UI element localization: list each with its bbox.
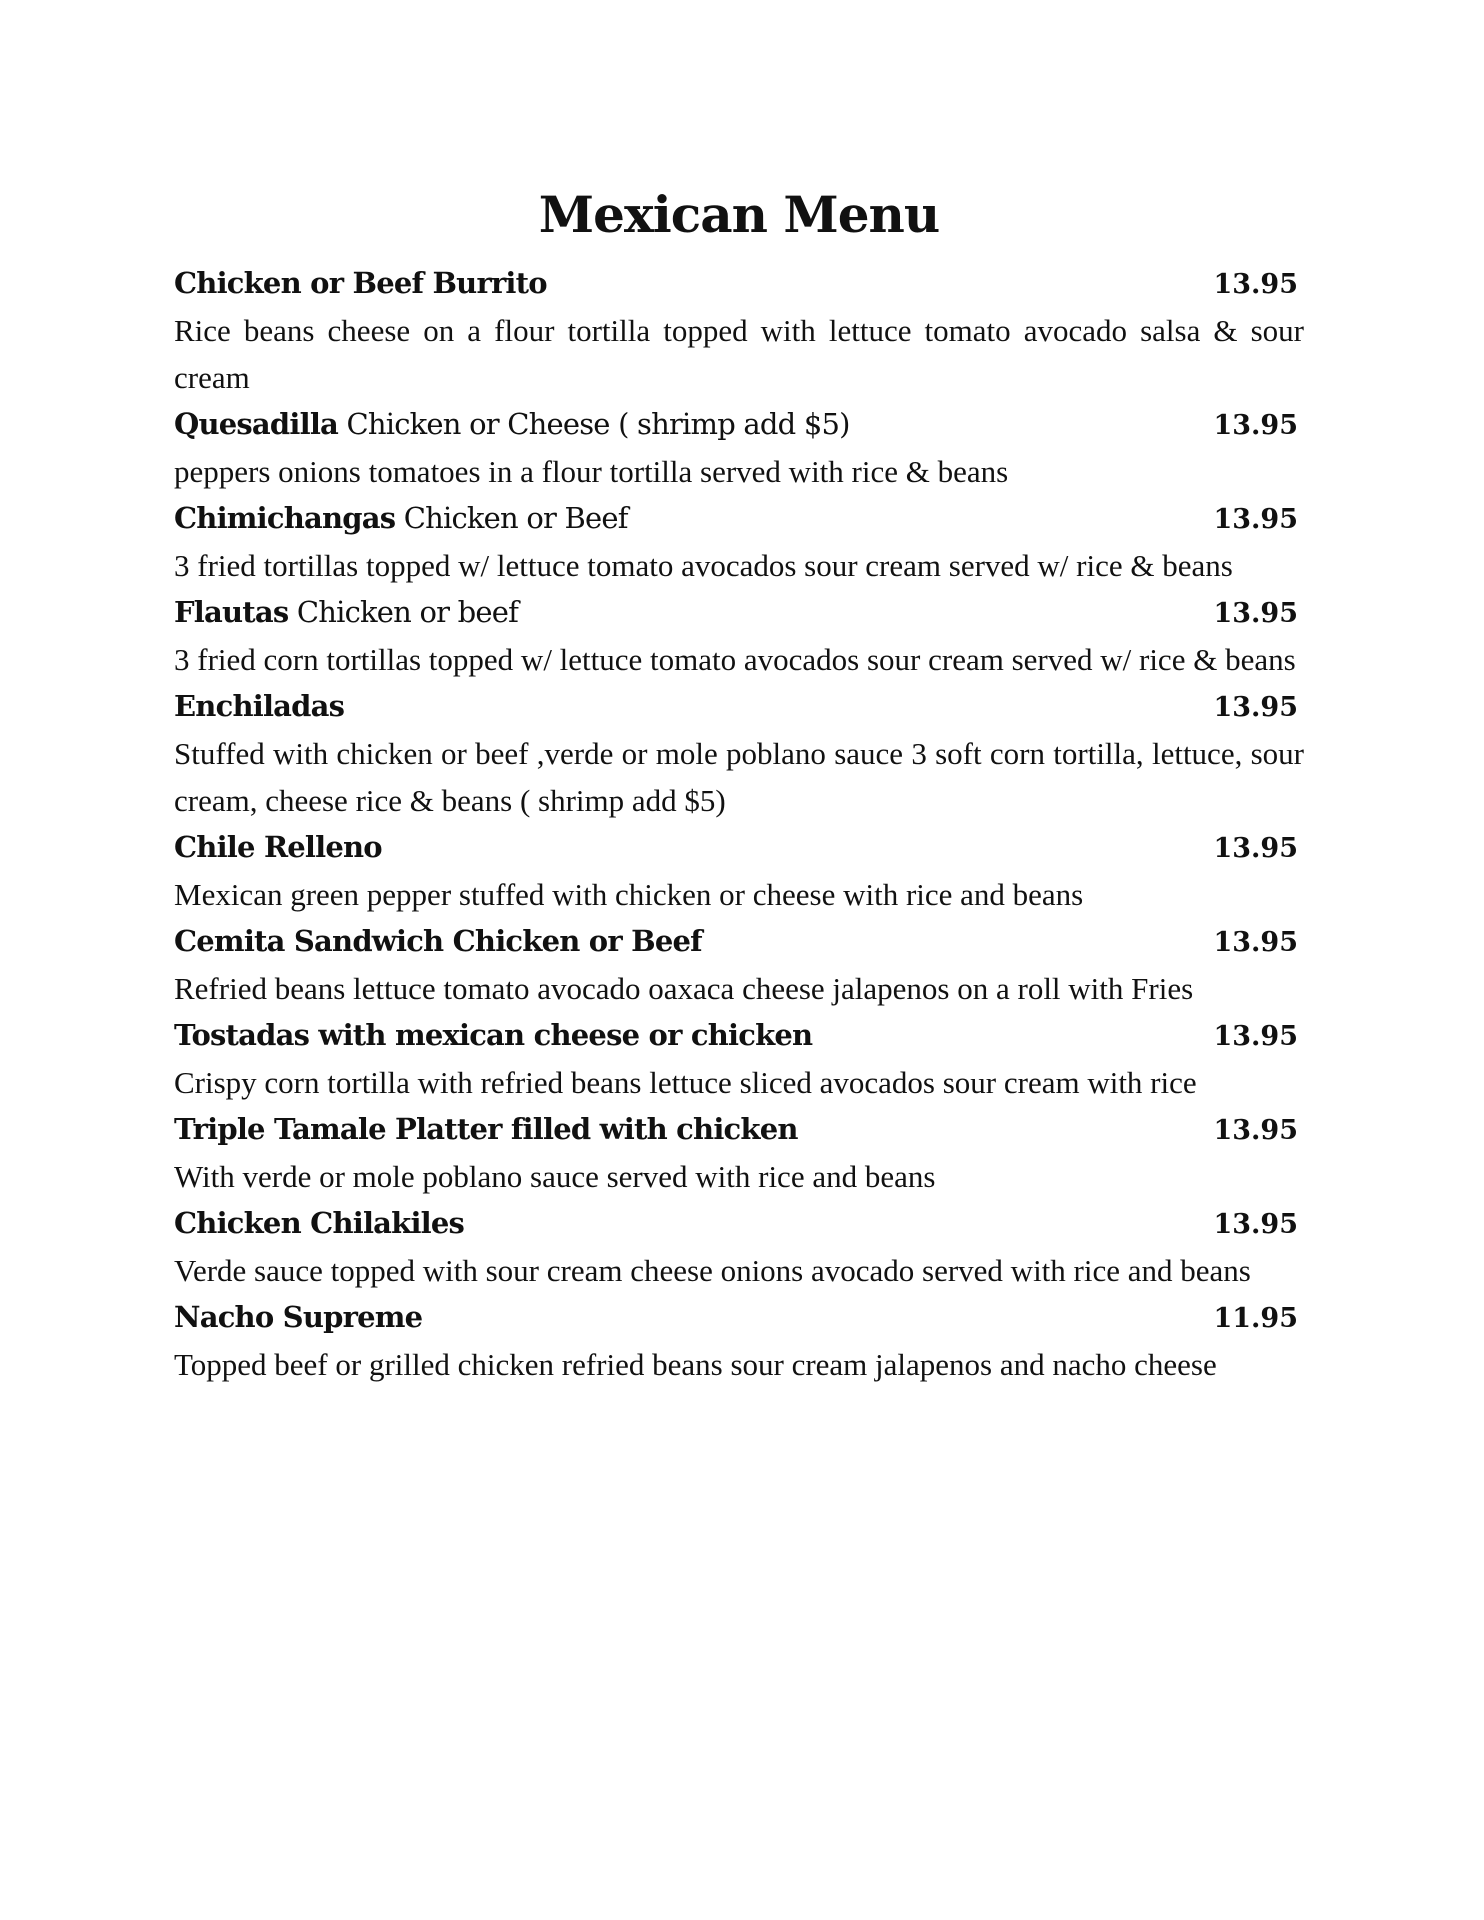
menu-item-name: Flautas	[174, 595, 289, 629]
menu-item-name: Quesadilla	[174, 407, 339, 441]
menu-item-description: Rice beans cheese on a flour tortilla topped with lettuce tomato avocado salsa & sour cream	[174, 313, 1304, 395]
menu-item-name: Enchiladas	[174, 689, 345, 723]
menu-item-header	[174, 401, 1304, 448]
menu-item-name: Chile Relleno	[174, 830, 382, 864]
menu-item	[174, 589, 1304, 683]
menu-item-price: 13.95	[1213, 1021, 1298, 1052]
menu-item-name: Chicken or Beef Burrito	[174, 266, 547, 300]
menu-item-header	[174, 260, 1304, 307]
menu-item	[174, 260, 1304, 401]
menu-item-price: 13.95	[1213, 927, 1298, 958]
menu-item	[174, 1106, 1304, 1200]
menu-item	[174, 401, 1304, 495]
menu-item	[174, 824, 1304, 918]
menu-item-header	[174, 918, 1304, 965]
menu-item-price: 13.95	[1213, 410, 1298, 441]
menu-item-name: Triple Tamale Platter filled with chicken	[174, 1112, 798, 1146]
menu-item-description: Mexican green pepper stuffed with chicken or cheese with rice and beans	[174, 877, 1084, 912]
menu-item-name: Chimichangas	[174, 501, 396, 535]
menu-item	[174, 683, 1304, 824]
menu-item-description: 3 fried tortillas topped w/ lettuce tomato avocados sour cream served w/ rice & beans	[174, 548, 1233, 583]
menu-item-subtitle: Chicken or Cheese ( shrimp add $5)	[346, 407, 850, 441]
menu-item-header	[174, 589, 1304, 636]
menu-list	[174, 260, 1304, 1388]
menu-item-header	[174, 683, 1304, 730]
menu-item-description: Refried beans lettuce tomato avocado oaxaca cheese jalapenos on a roll with Fries	[174, 971, 1194, 1006]
menu-item-description: Crispy corn tortilla with refried beans lettuce sliced avocados sour cream with rice	[174, 1065, 1197, 1100]
menu-item-subtitle: Chicken or beef	[296, 595, 519, 629]
menu-item-description: Topped beef or grilled chicken refried beans sour cream jalapenos and nacho cheese	[174, 1347, 1217, 1382]
menu-item-name: Chicken Chilakiles	[174, 1206, 465, 1240]
menu-item-price: 13.95	[1213, 1115, 1298, 1146]
menu-item-header	[174, 1106, 1304, 1153]
menu-item	[174, 1012, 1304, 1106]
menu-item-description: 3 fried corn tortillas topped w/ lettuce tomato avocados sour cream served w/ rice & beans	[174, 642, 1296, 677]
menu-item-name: Cemita Sandwich Chicken or Beef	[174, 924, 702, 958]
menu-page	[174, 176, 1304, 1388]
menu-item-price: 13.95	[1213, 692, 1298, 723]
menu-item	[174, 495, 1304, 589]
menu-item-header	[174, 1012, 1304, 1059]
menu-item	[174, 918, 1304, 1012]
menu-item-name: Nacho Supreme	[174, 1300, 423, 1334]
menu-item-header	[174, 824, 1304, 871]
menu-item-name: Tostadas with mexican cheese or chicken	[174, 1018, 813, 1052]
menu-item-description: Stuffed with chicken or beef ,verde or mole poblano sauce 3 soft corn tortilla, lettuce, sour cream, cheese rice & beans ( shrimp add $5)	[174, 736, 1304, 818]
menu-item-price: 13.95	[1213, 504, 1298, 535]
menu-item-price: 13.95	[1213, 598, 1298, 629]
menu-item-header	[174, 1200, 1304, 1247]
menu-item	[174, 1200, 1304, 1294]
menu-item-description: Verde sauce topped with sour cream cheese onions avocado served with rice and beans	[174, 1253, 1251, 1288]
menu-item-subtitle: Chicken or Beef	[403, 501, 628, 535]
menu-item-header	[174, 495, 1304, 542]
page-title: Mexican Menu	[538, 185, 940, 244]
menu-item-price: 13.95	[1213, 269, 1298, 300]
menu-item	[174, 1294, 1304, 1388]
menu-item-description: peppers onions tomatoes in a flour tortilla served with rice & beans	[174, 454, 1009, 489]
menu-item-price: 11.95	[1213, 1303, 1298, 1334]
menu-item-price: 13.95	[1213, 833, 1298, 864]
menu-item-price: 13.95	[1213, 1209, 1298, 1240]
menu-item-description: With verde or mole poblano sauce served with rice and beans	[174, 1159, 936, 1194]
menu-item-header	[174, 1294, 1304, 1341]
